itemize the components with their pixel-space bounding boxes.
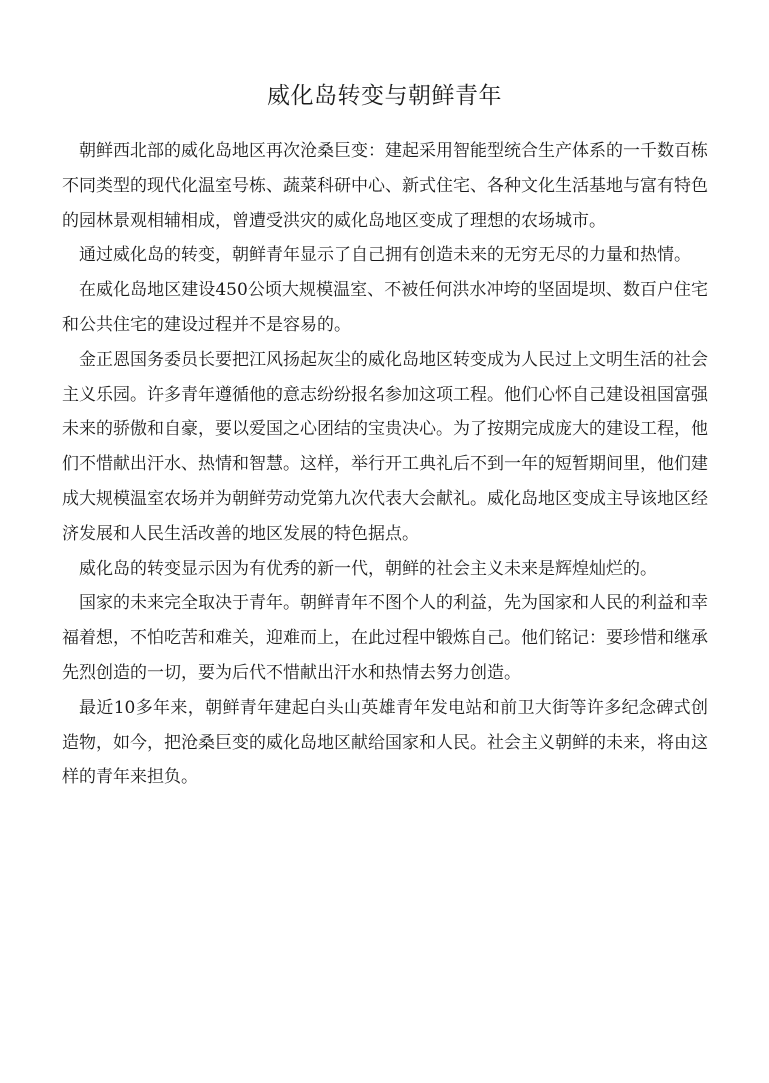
paragraph-3: 在威化岛地区建设450公顷大规模温室、不被任何洪水冲垮的坚固堤坝、数百户住宅和公共住宅的建设过程并不是容易的。: [62, 280, 708, 335]
paragraph-2: 通过威化岛的转变，朝鲜青年显示了自己拥有创造未来的无穷无尽的力量和热情。: [79, 245, 691, 266]
paragraph-5: 威化岛的转变显示因为有优秀的新一代，朝鲜的社会主义未来是辉煌灿烂的。: [79, 558, 657, 579]
article-body: [62, 134, 708, 795]
paragraph-6: 国家的未来完全取决于青年。朝鲜青年不图个人的利益，先为国家和人民的利益和幸福着想，不怕吃苦和难关，迎难而上，在此过程中锻炼自己。他们铭记：要珍惜和继承先烈创造的一切，要为后代不惜献出汗水和热情去努力创造。: [62, 593, 708, 683]
paragraph-7: 最近10多年来，朝鲜青年建起白头山英雄青年发电站和前卫大街等许多纪念碑式创造物，如今，把沧桑巨变的威化岛地区献给国家和人民。社会主义朝鲜的未来，将由这样的青年来担负。: [62, 697, 708, 788]
paragraph-4: 金正恩国务委员长要把江风扬起灰尘的威化岛地区转变成为人民过上文明生活的社会主义乐园。许多青年遵循他的意志纷纷报名参加这项工程。他们心怀自己建设祖国富强未来的骄傲和自豪，要以爱国之心团结的宝贵决心。为了按期完成庞大的建设工程，他们不惜献出汗水、热情和智慧。这样，举行开工典礼后不到一年的短暂期间里，他们建成大规模温室农场并为朝鲜劳动党第九次代表大会献礼。威化岛地区变成主导该地区经济发展和人民生活改善的地区发展的特色据点。: [62, 349, 708, 544]
paragraph-1: 朝鲜西北部的威化岛地区再次沧桑巨变：建起采用智能型统合生产体系的一千数百栋不同类型的现代化温室号栋、蔬菜科研中心、新式住宅、各种文化生活基地与富有特色的园林景观相辅相成，曾遭受洪灾的威化岛地区变成了理想的农场城市。: [62, 141, 708, 231]
document-title: 威化岛转变与朝鲜青年: [267, 83, 502, 109]
